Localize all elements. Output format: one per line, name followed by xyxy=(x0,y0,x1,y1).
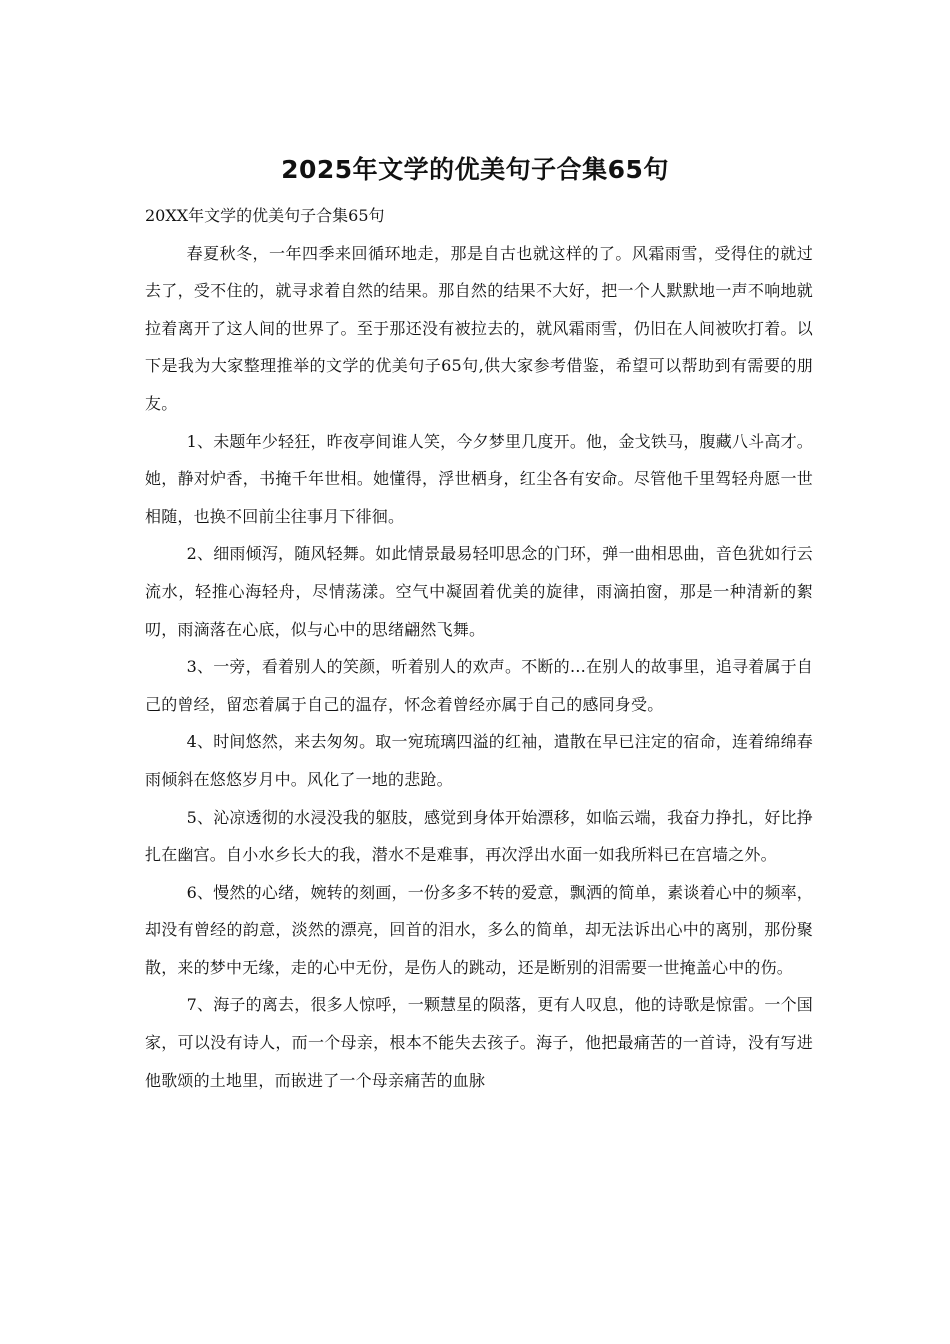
sentence-paragraph-6: 6、慢然的心绪，婉转的刻画，一份多多不转的爱意，飘洒的简单，素谈着心中的频率，却没有曾经的韵意，淡然的漂亮，回首的泪水，多么的简单，却无法诉出心中的离别，那份聚散，来的梦中无缘，走的心中无份，是伤人的跳动，还是断别的泪需要一世掩盖心中的伤。 xyxy=(145,882,813,977)
sentence-paragraph-5: 5、沁凉透彻的水浸没我的躯肢，感觉到身体开始漂移，如临云端，我奋力挣扎，好比挣扎在幽宫。自小水乡长大的我，潜水不是难事，再次浮出水面一如我所料已在宫墙之外。 xyxy=(145,807,813,865)
sentence-paragraph-1: 1、未题年少轻狂，昨夜亭间谁人笑，今夕梦里几度开。他，金戈铁马，腹藏八斗高才。她，静对炉香，书掩千年世相。她懂得，浮世栖身，红尘各有安命。尽管他千里驾轻舟愿一世相随，也换不回前尘往事月下徘徊。 xyxy=(145,431,813,526)
document-title: 2025年文学的优美句子合集65句 xyxy=(281,155,669,184)
sentence-paragraph-2: 2、细雨倾泻，随风轻舞。如此情景最易轻叩思念的门环，弹一曲相思曲，音色犹如行云流水，轻推心海轻舟，尽情荡漾。空气中凝固着优美的旋律，雨滴拍窗，那是一种清新的絮叨，雨滴落在心底，似与心中的思绪翩然飞舞。 xyxy=(145,544,813,639)
document-body xyxy=(145,197,813,1099)
document-subtitle: 20XX年文学的优美句子合集65句 xyxy=(145,206,385,225)
sentence-paragraph-7: 7、海子的离去，很多人惊呼，一颗慧星的陨落，更有人叹息，他的诗歌是惊雷。一个国家，可以没有诗人，而一个母亲，根本不能失去孩子。海子，他把最痛苦的一首诗，没有写进他歌颂的土地里，而嵌进了一个母亲痛苦的血脉 xyxy=(145,995,813,1090)
intro-paragraph: 春夏秋冬，一年四季来回循环地走，那是自古也就这样的了。风霜雨雪，受得住的就过去了，受不住的，就寻求着自然的结果。那自然的结果不大好，把一个人默默地一声不响地就拉着离开了这人间的世界了。至于那还没有被拉去的，就风霜雨雪，仍旧在人间被吹打着。以下是我为大家整理推举的文学的优美句子65句,供大家参考借鉴，希望可以帮助到有需要的朋友。 xyxy=(145,243,813,413)
sentence-paragraph-4: 4、时间悠然，来去匆匆。取一宛琉璃四溢的红袖，遣散在早已注定的宿命，连着绵绵春雨倾斜在悠悠岁月中。风化了一地的悲跄。 xyxy=(145,732,813,789)
sentence-paragraph-3: 3、一旁，看着别人的笑颜，听着别人的欢声。不断的…在别人的故事里，追寻着属于自己的曾经，留恋着属于自己的温存，怀念着曾经亦属于自己的感同身受。 xyxy=(145,657,813,714)
